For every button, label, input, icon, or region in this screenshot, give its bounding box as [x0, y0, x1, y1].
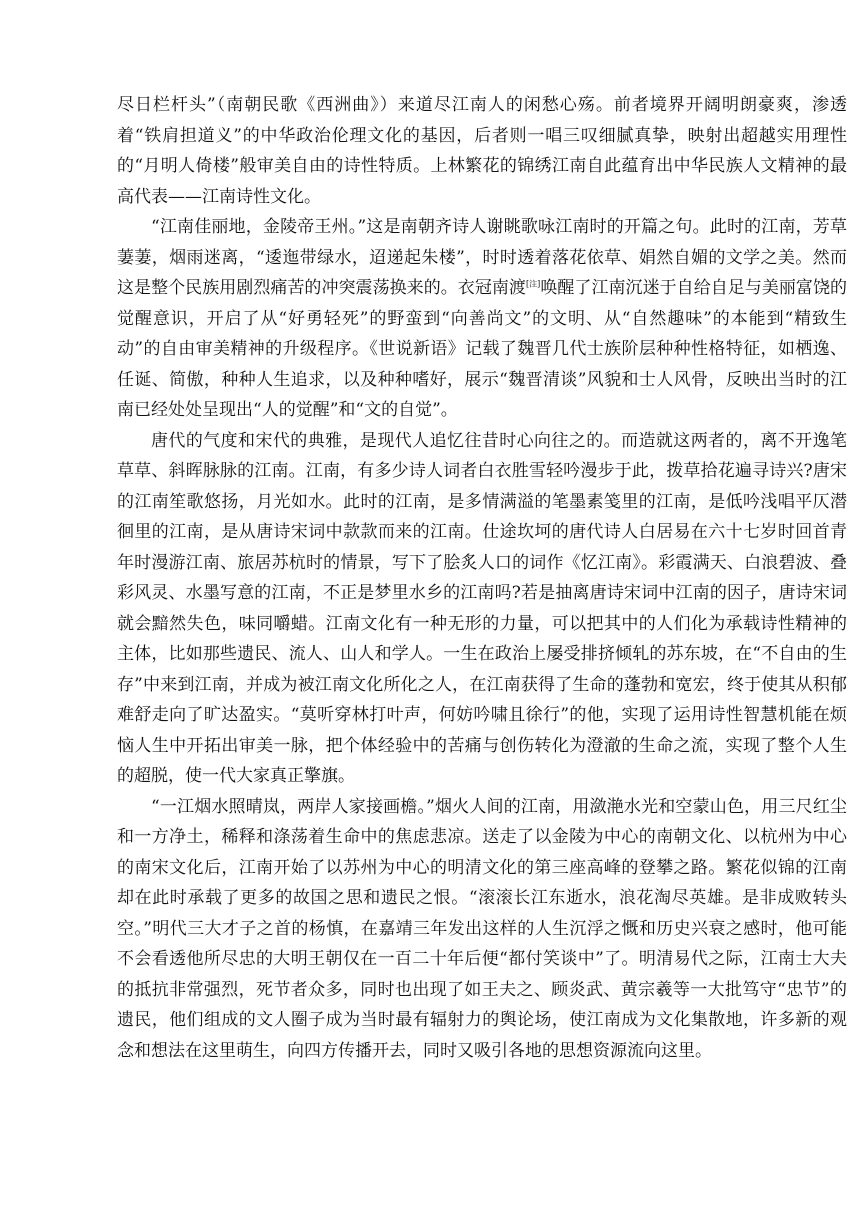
document-page [117, 90, 847, 1066]
paragraph-1 [117, 90, 847, 212]
paragraph-text: 唤醒了江南沉迷于自给自足与美丽富饶的觉醒意识，开启了从“好勇轻死”的野蛮到“向善尚文”的文明、从“自然趣味”的本能到“精致生动”的自由审美精神的升级程序。《世说新语》记载了魏晋几代士族阶层种种性格特征，如栖逸、任诞、简傲，种种人生追求，以及种种嗜好，展示“魏晋清谈”风貌和士人风骨，反映出当时的江南已经处处呈现出“人的觉醒”和“文的自觉”。 [117, 278, 848, 420]
paragraph-3 [117, 426, 847, 792]
paragraph-4 [117, 792, 847, 1067]
paragraph-text: 唐代的气度和宋代的典雅，是现代人追忆往昔时心向往之的。而造就这两者的，离不开逸笔草草、斜晖脉脉的江南。江南，有多少诗人词者白衣胜雪轻吟漫步于此，拨草拾花遍寻诗兴?唐宋的江南笙歌悠扬，月光如水。此时的江南，是多情满溢的笔墨素笺里的江南，是低吟浅唱平仄潜徊里的江南，是从唐诗宋词中款款而来的江南。仕途坎坷的唐代诗人白居易在六十七岁时回首青年时漫游江南、旅居苏杭时的情景，写下了脍炙人口的词作《忆江南》。彩霞满天、白浪碧波、叠彩风灵、水墨写意的江南，不正是梦里水乡的江南吗?若是抽离唐诗宋词中江南的因子，唐诗宋词就会黯然失色，味同嚼蜡。江南文化有一种无形的力量，可以把其中的人们化为承载诗性精神的主体，比如那些遗民、流人、山人和学人。一生在政治上屡受排挤倾轧的苏东坡，在“不自由的生存”中来到江南，并成为被江南文化所化之人，在江南获得了生命的蓬勃和宽宏，终于使其从积郁难舒走向了旷达盈实。“莫听穿林打叶声，何妨吟啸且徐行”的他，实现了运用诗性智慧机能在烦恼人生中开拓出审美一脉，把个体经验中的苦痛与创伤转化为澄澈的生命之流，实现了整个人生的超脱，使一代大家真正擎旗。 [117, 430, 847, 786]
paragraph-text: 尽日栏杆头”（南朝民歌《西洲曲》）来道尽江南人的闲愁心殇。前者境界开阔明朗豪爽，渗透着“铁肩担道义”的中华政治伦理文化的基因，后者则一唱三叹细腻真挚，映射出超越实用理性的“月明人倚楼”般审美自由的诗性特质。上林繁花的锦绣江南自此蕴育出中华民族人文精神的最高代表——江南诗性文化。 [117, 95, 847, 207]
paragraph-2 [117, 212, 847, 426]
paragraph-text: “一江烟水照晴岚，两岸人家接画檐。”烟火人间的江南，用潋滟水光和空蒙山色，用三尺红尘和一方净土，稀释和涤荡着生命中的焦虑悲凉。送走了以金陵为中心的南朝文化、以杭州为中心的南宋文化后，江南开始了以苏州为中心的明清文化的第三座高峰的登攀之路。繁花似锦的江南却在此时承载了更多的故国之思和遗民之恨。“滚滚长江东逝水，浪花淘尽英雄。是非成败转头空。”明代三大才子之首的杨慎，在嘉靖三年发出这样的人生沉浮之慨和历史兴衰之感时，他可能不会看透他所尽忠的大明王朝仅在一百二十年后便“都付笑谈中”了。明清易代之际，江南士大夫的抵抗非常强烈，死节者众多，同时也出现了如王夫之、顾炎武、黄宗羲等一大批笃守“忠节”的遗民，他们组成的文人圈子成为当时最有辐射力的舆论场，使江南成为文化集散地，许多新的观念和想法在这里萌生，向四方传播开去，同时又吸引各地的思想资源流向这里。 [117, 796, 847, 1061]
footnote-marker: [注] [525, 279, 541, 289]
paragraph-text: “江南佳丽地，金陵帝王州。”这是南朝齐诗人谢眺歌咏江南时的开篇之句。此时的江南，芳草萋萋，烟雨迷离，“逶迤带绿水，迢递起朱楼”，时时透着落花依草、娟然自媚的文学之美。然而这是整个民族用剧烈痛苦的冲突震荡换来的。衣冠南渡 [117, 217, 847, 298]
